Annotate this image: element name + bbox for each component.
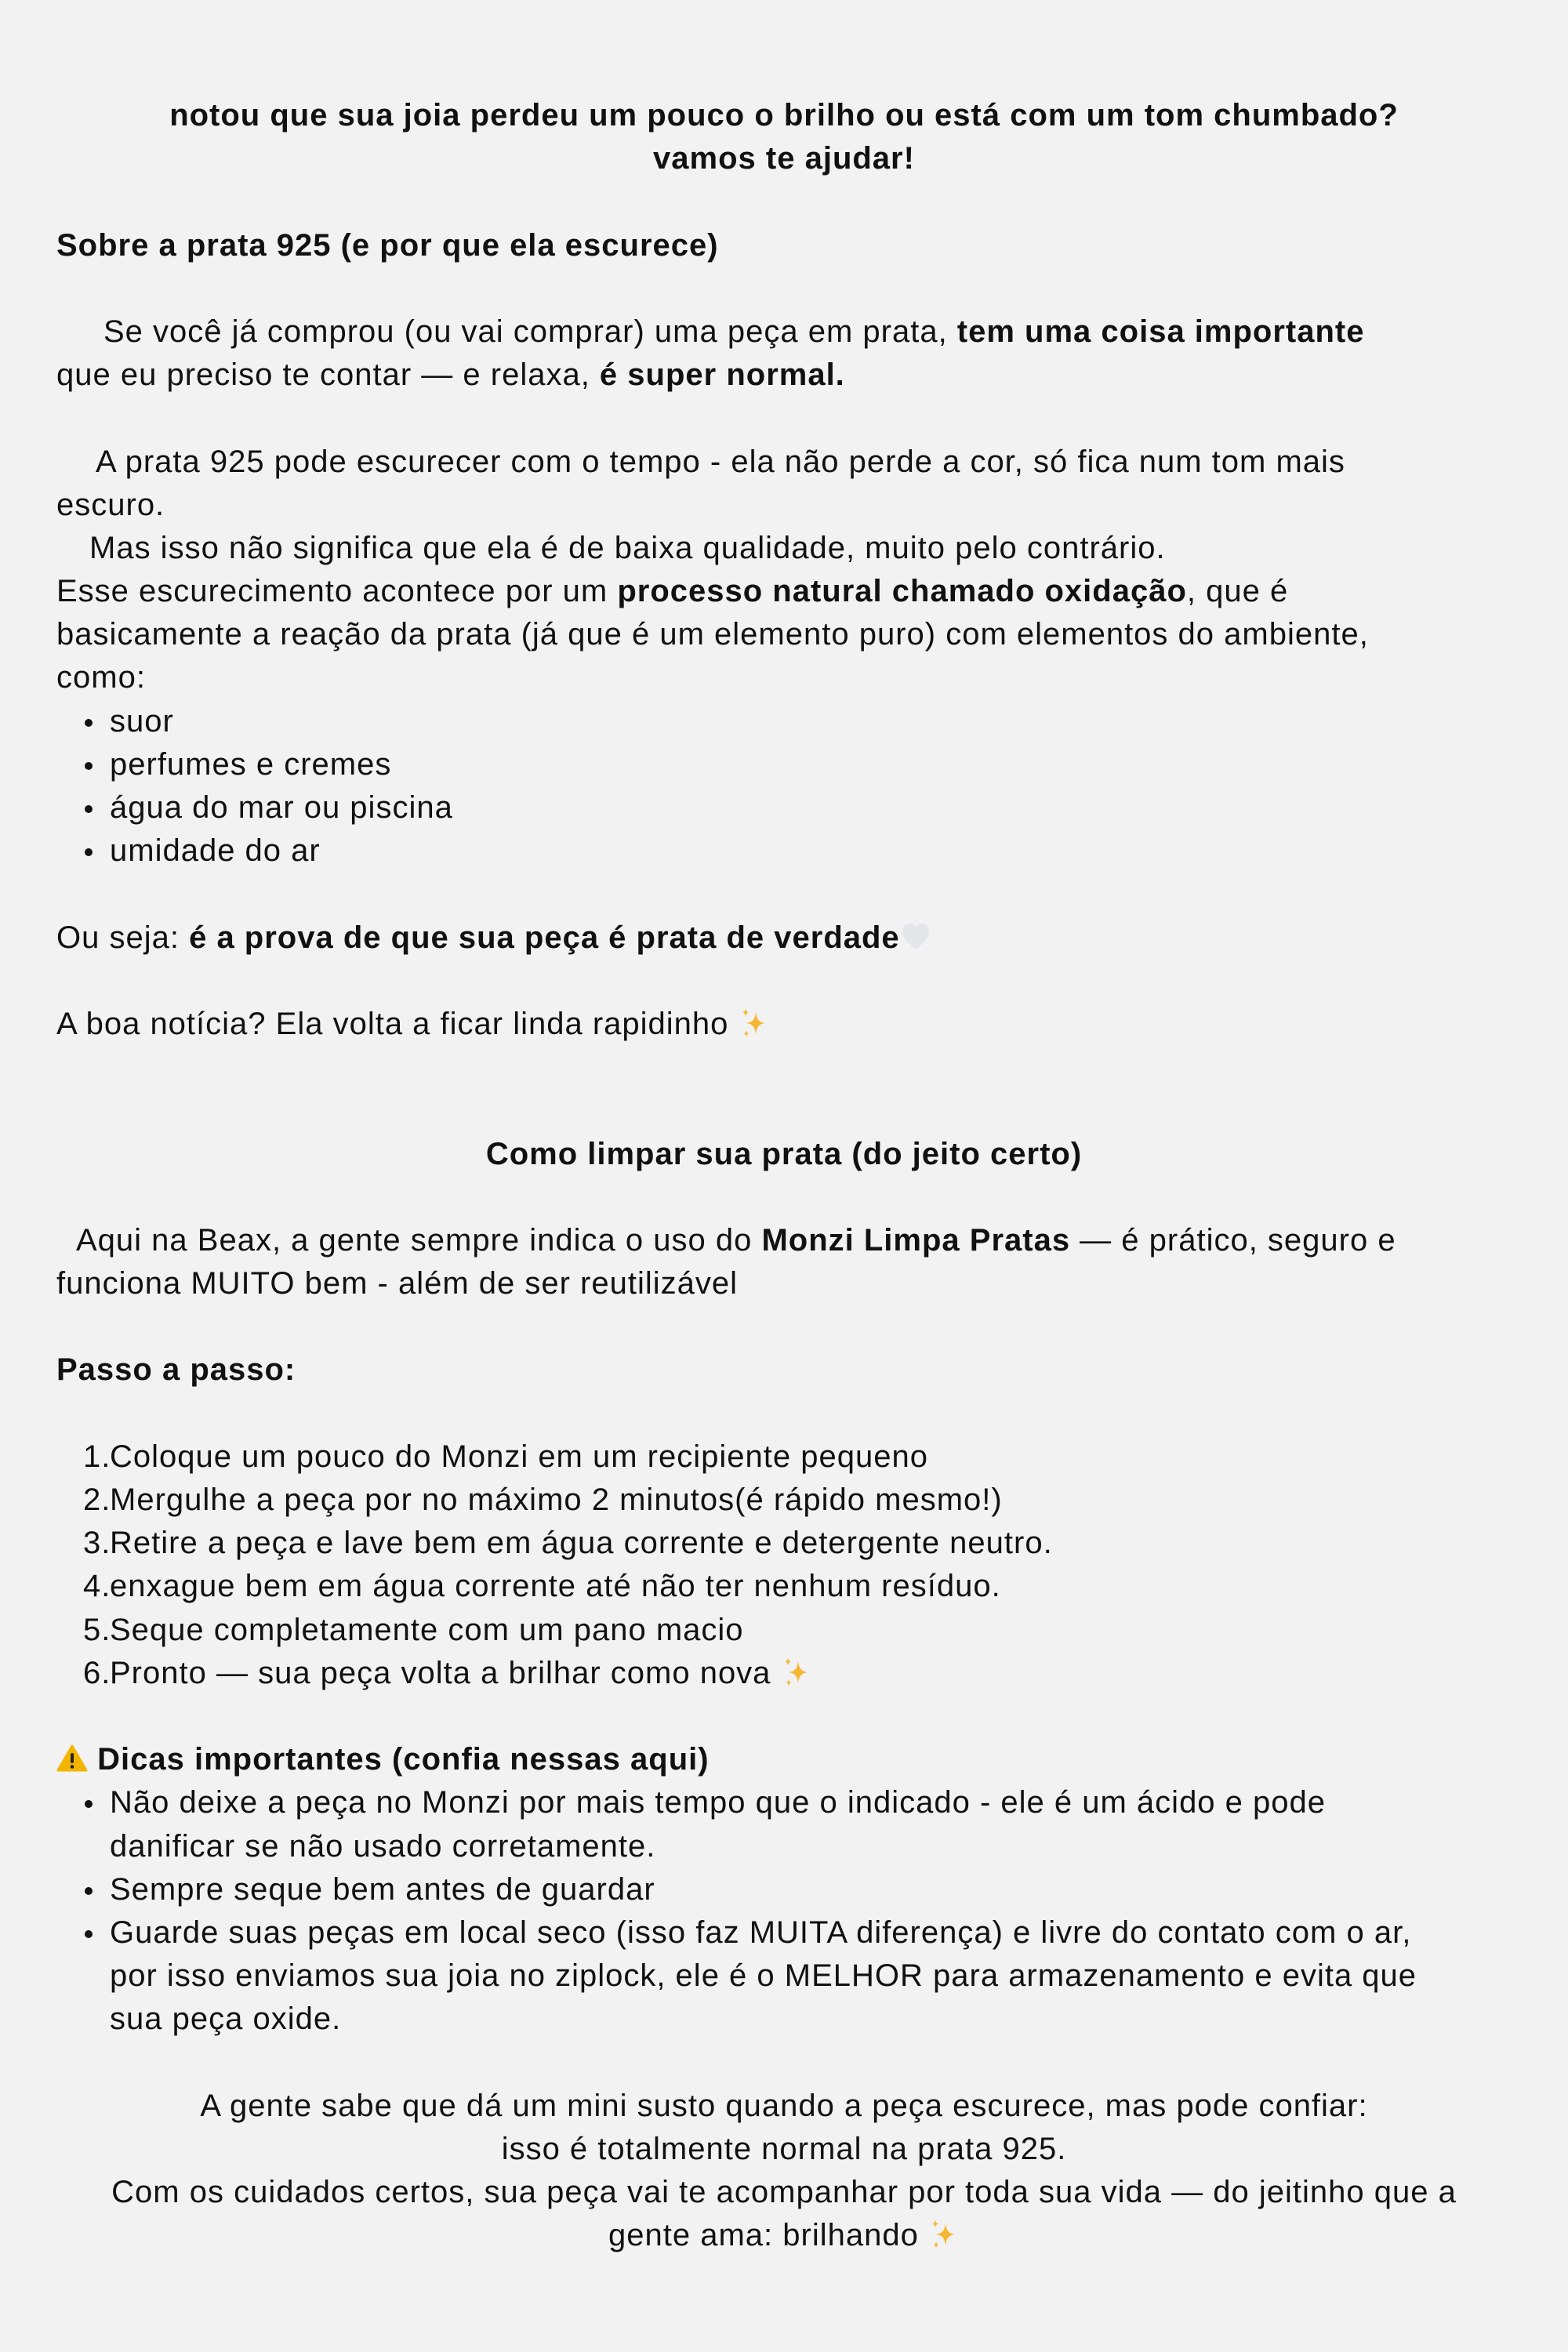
tip-item: Guarde suas peças em local seco (isso faz MUITA diferença) e livre do contato com o ar, [56,1911,1512,1955]
step-number: 5. [83,1612,111,1647]
section-heading-about: Sobre a prata 925 (e por que ela escurece) [56,227,719,263]
paragraph-line: Se você já comprou (ou vai comprar) uma peça em prata, tem uma coisa importante [103,314,1365,349]
step-number: 1. [83,1439,111,1474]
step-item: 1. Coloque um pouco do Monzi em um recipiente pequeno [56,1436,1512,1479]
step-number: 6. [83,1655,111,1690]
step-item: 4. enxague bem em água corrente até não ter nenhum resíduo. [56,1565,1512,1608]
step-item: 2. Mergulhe a peça por no máximo 2 minutos(é rápido mesmo!) [56,1479,1512,1522]
page-title-line-1: notou que sua joia perdeu um pouco o brilho ou está com um tom chumbado? [169,98,1399,132]
section-heading-cleaning: Como limpar sua prata (do jeito certo) [485,1136,1083,1171]
paragraph-line: basicamente a reação da prata (já que é um elemento puro) com elementos do ambiente, [56,617,1369,652]
tip-item-continuation: sua peça oxide. [110,2002,342,2037]
paragraph-line: Esse escurecimento acontece por um processo natural chamado oxidação, que é [56,574,1289,609]
list-item: perfumes e cremes [56,743,1512,786]
sparkles-icon [739,1007,770,1039]
step-item: 3. Retire a peça e lave bem em água corrente e detergente neutro. [56,1522,1512,1565]
tips-heading: Dicas importantes (confia nessas aqui) [56,1738,1512,1781]
white-heart-icon [900,921,931,953]
warning-icon [56,1743,88,1774]
step-number: 2. [83,1483,111,1518]
tip-item-continuation: danificar se não usado corretamente. [110,1828,656,1864]
step-number: 4. [83,1569,111,1604]
closing-line: isso é totalmente normal na prata 925. [501,2131,1067,2166]
closing-line: Com os cuidados certos, sua peça vai te acompanhar por toda sua vida — do jeitinho que a [111,2175,1457,2210]
page-title-line-2: vamos te ajudar! [653,141,915,176]
sparkles-icon [928,2219,960,2250]
step-number: 3. [83,1526,111,1561]
paragraph-line: escuro. [56,487,165,522]
good-news-line: A boa notícia? Ela volta a ficar linda rapidinho [56,1003,1512,1046]
paragraph-line: Aqui na Beax, a gente sempre indica o uso do Monzi Limpa Pratas — é prático, seguro e [76,1222,1396,1258]
closing-line: A gente sabe que dá um mini susto quando a peça escurece, mas pode confiar: [200,2088,1368,2123]
paragraph-line: A prata 925 pode escurecer com o tempo - ela não perde a cor, só fica num tom mais [96,444,1345,479]
list-item: água do mar ou piscina [56,786,1512,829]
tip-item-continuation: por isso enviamos sua joia no ziplock, ele é o MELHOR para armazenamento e evita que [110,1958,1417,1994]
paragraph-line: que eu preciso te contar — e relaxa, é super normal. [56,358,845,393]
step-item: 6. Pronto — sua peça volta a brilhar como nova [56,1652,1512,1695]
tip-item: Sempre seque bem antes de guardar [56,1868,1512,1911]
paragraph-line: Mas isso não significa que ela é de baixa qualidade, muito pelo contrário. [89,530,1166,565]
paragraph-line: funciona MUITO bem - além de ser reutilizável [56,1266,739,1301]
sparkles-icon [781,1657,812,1688]
steps-heading: Passo a passo: [56,1352,296,1388]
step-item: 5. Seque completamente com um pano macio [56,1609,1512,1652]
list-item: umidade do ar [56,829,1512,873]
closing-line: gente ama: brilhando [56,2214,1512,2257]
list-item: suor [56,700,1512,743]
proof-line: Ou seja: é a prova de que sua peça é prata de verdade [56,916,1512,960]
paragraph-line: como: [56,660,146,695]
tip-item: Não deixe a peça no Monzi por mais tempo que o indicado - ele é um ácido e pode [56,1781,1512,1824]
